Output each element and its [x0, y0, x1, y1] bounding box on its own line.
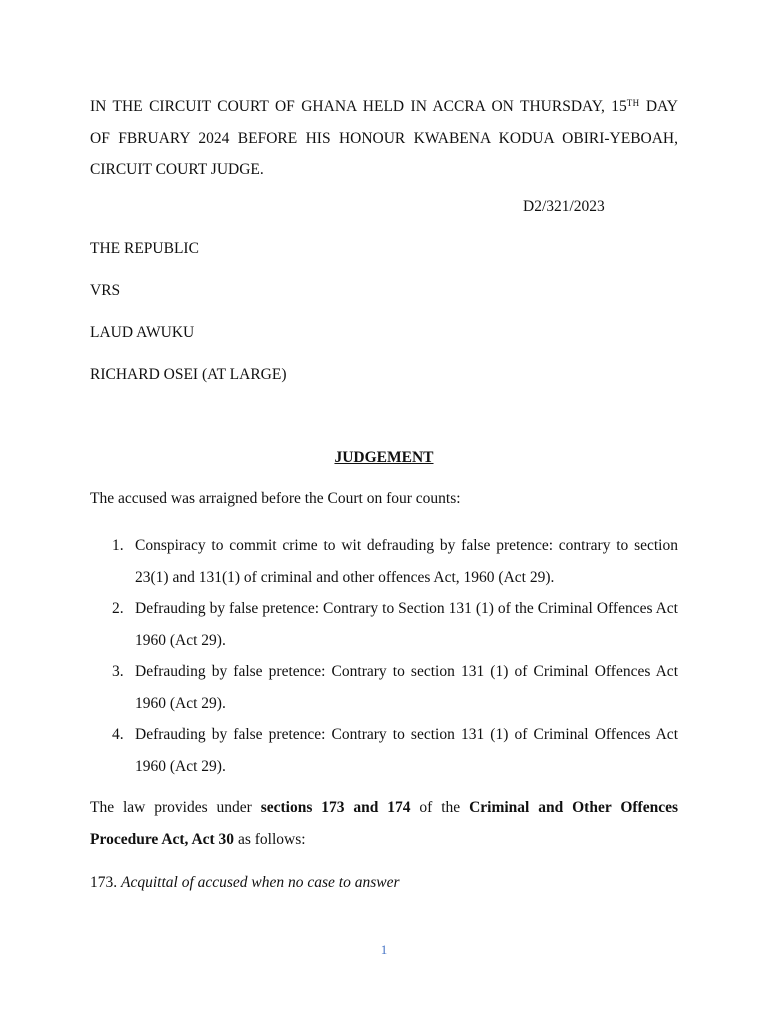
law-act-name: Criminal and Other Offences — [469, 799, 679, 816]
law-text-3: as follows: — [234, 830, 306, 848]
law-paragraph — [90, 792, 678, 855]
law-text-1: The law provides under — [90, 799, 261, 816]
count-item — [90, 656, 678, 719]
law-act-name-end: Procedure Act, Act 30 — [90, 830, 235, 848]
intro-paragraph: The accused was arraigned before the Court on four counts: — [90, 490, 461, 507]
judgement-title: JUDGEMENT — [334, 449, 434, 466]
count-text: Defrauding by false pretence: Contrary to section 131 (1) of Criminal Offences Act 1960 (Act 29). — [135, 663, 678, 712]
count-number: 3. — [112, 663, 124, 680]
court-heading — [90, 88, 678, 186]
section-title: Acquittal of accused when no case to answer — [121, 874, 400, 891]
section-number: 173. — [90, 874, 121, 891]
party-accused-2: RICHARD OSEI (AT LARGE) — [90, 366, 287, 383]
heading-line-1-text: IN THE CIRCUIT COURT OF GHANA HELD IN ACCRA ON THURSDAY, 15 — [90, 98, 627, 115]
law-sections-ref: sections 173 and 174 — [260, 799, 411, 816]
count-text: Defrauding by false pretence: Contrary to Section 131 (1) of the Criminal Offences Act 1960 (Act 29). — [135, 600, 678, 649]
heading-line-3: CIRCUIT COURT JUDGE. — [90, 161, 264, 178]
party-accused-1: LAUD AWUKU — [90, 324, 195, 341]
party-prosecution: THE REPUBLIC — [90, 240, 199, 257]
count-text: Conspiracy to commit crime to wit defrauding by false pretence: contrary to section 23(1) and 131(1) of criminal and other offences Act, 1960 (Act 29). — [135, 537, 678, 586]
count-number: 4. — [112, 726, 124, 743]
count-item — [90, 530, 678, 593]
party-versus: VRS — [90, 282, 121, 299]
suit-number: D2/321/2023 — [523, 198, 605, 215]
count-number: 2. — [112, 600, 124, 617]
law-text-2: of the — [410, 799, 470, 816]
heading-line-1 — [90, 88, 678, 123]
count-text: Defrauding by false pretence: Contrary to section 131 (1) of Criminal Offences Act 1960 (Act 29). — [135, 726, 678, 775]
count-item — [90, 719, 678, 782]
heading-line-2: OF FBRUARY 2024 BEFORE HIS HONOUR KWABENA KODUA OBIRI-YEBOAH, — [90, 129, 678, 147]
law-line-2 — [90, 831, 306, 848]
ordinal-suffix: TH — [626, 98, 640, 108]
counts-list — [90, 530, 678, 782]
law-line-1 — [90, 792, 678, 824]
court-heading-text — [90, 88, 678, 186]
section-173-heading — [90, 874, 400, 892]
page-number: 1 — [380, 942, 388, 957]
count-number: 1. — [112, 537, 124, 554]
count-item — [90, 593, 678, 656]
heading-line-1-end: DAY — [639, 98, 678, 115]
